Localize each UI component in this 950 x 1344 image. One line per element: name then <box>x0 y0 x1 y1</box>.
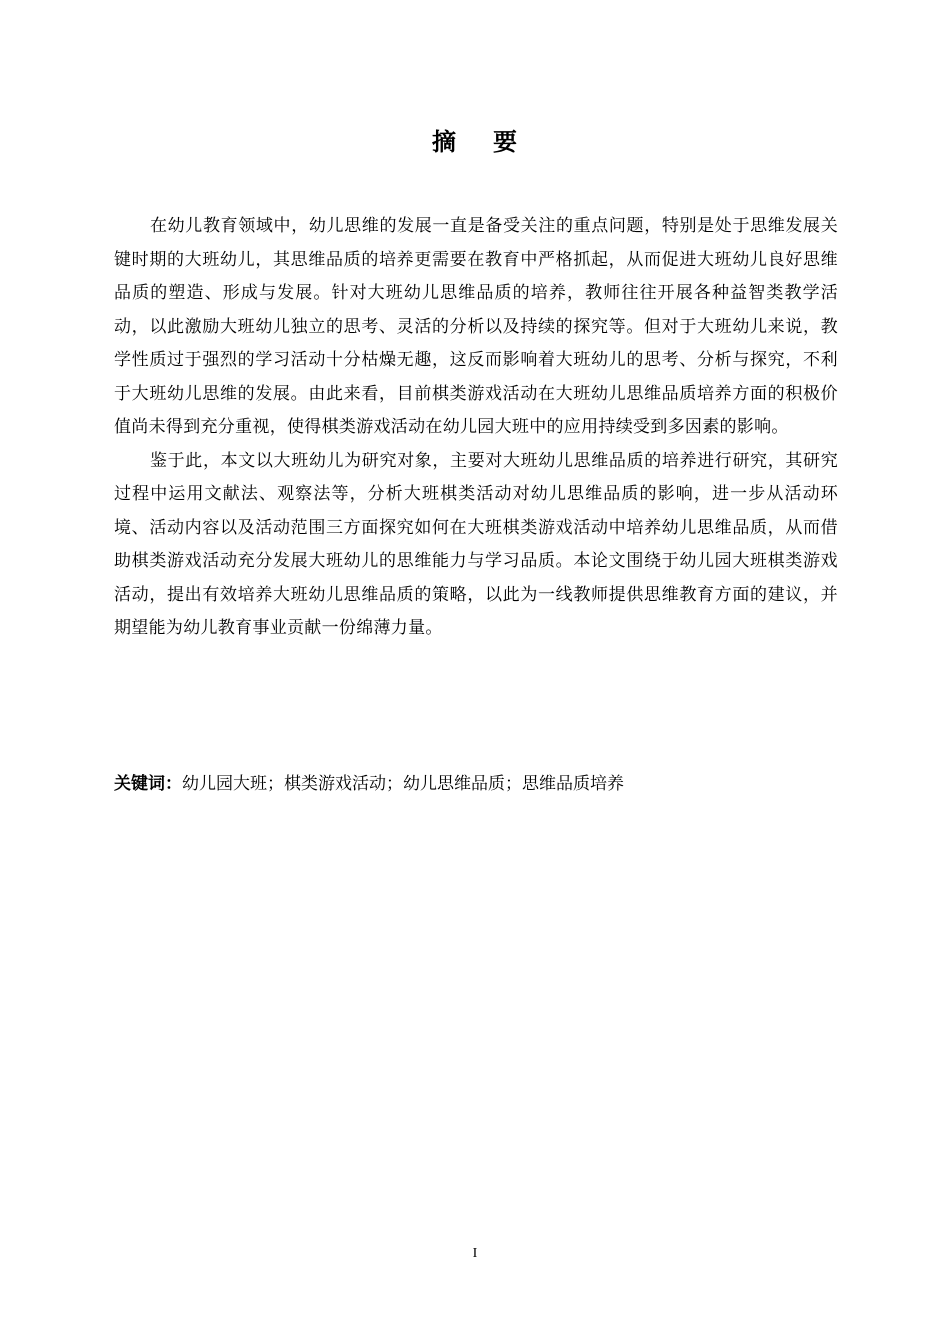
keywords-line <box>114 768 838 801</box>
abstract-body <box>114 210 838 646</box>
keywords-text: 幼儿园大班；棋类游戏活动；幼儿思维品质；思维品质培养 <box>182 774 624 794</box>
keywords-label: 关键词： <box>114 774 182 794</box>
page-number: I <box>472 1246 478 1261</box>
abstract-heading-char-1: 摘 <box>432 128 457 156</box>
abstract-heading-char-2: 要 <box>493 128 518 156</box>
abstract-heading <box>0 122 950 157</box>
abstract-paragraph-1: 在幼儿教育领域中，幼儿思维的发展一直是备受关注的重点问题，特别是处于思维发展关键时期的大班幼儿，其思维品质的培养更需要在教育中严格抓起，从而促进大班幼儿良好思维品质的塑造、形成与发展。针对大班幼儿思维品质的培养，教师往往开展各种益智类教学活动，以此激励大班幼儿独立的思考、灵活的分析以及持续的探究等。但对于大班幼儿来说，教学性质过于强烈的学习活动十分枯燥无趣，这反而影响着大班幼儿的思考、分析与探究，不利于大班幼儿思维的发展。由此来看，目前棋类游戏活动在大班幼儿思维品质培养方面的积极价值尚未得到充分重视，使得棋类游戏活动在幼儿园大班中的应用持续受到多因素的影响。 <box>114 216 838 437</box>
abstract-paragraph-2: 鉴于此，本文以大班幼儿为研究对象，主要对大班幼儿思维品质的培养进行研究，其研究过程中运用文献法、观察法等，分析大班棋类活动对幼儿思维品质的影响，进一步从活动环境、活动内容以及活动范围三方面探究如何在大班棋类游戏活动中培养幼儿思维品质，从而借助棋类游戏活动充分发展大班幼儿的思维能力与学习品质。本论文围绕于幼儿园大班棋类游戏活动，提出有效培养大班幼儿思维品质的策略，以此为一线教师提供思维教育方面的建议，并期望能为幼儿教育事业贡献一份绵薄力量。 <box>114 450 838 638</box>
